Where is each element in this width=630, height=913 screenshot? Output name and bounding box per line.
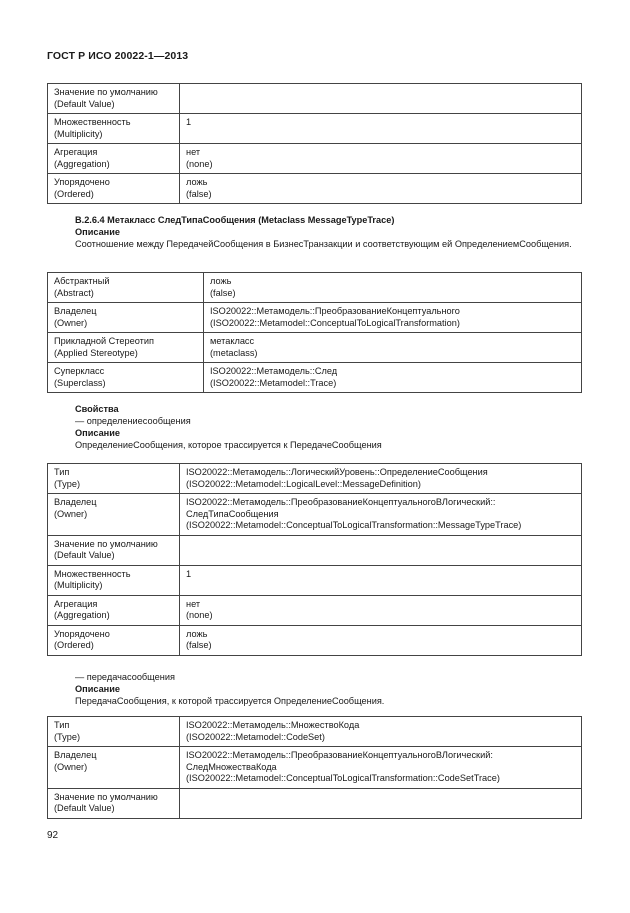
value-line: нет [186,598,201,609]
label-line: (Superclass) [54,377,106,388]
label-line: (Owner) [54,761,88,772]
label-line: (Multiplicity) [54,580,103,590]
description-title: Описание [75,227,120,237]
value-line: ISO20022::Метамодель::МножествоКода [186,720,360,730]
label-line: (Aggregation) [54,158,110,169]
label-line: (Type) [54,478,81,489]
row-label-cell [48,333,204,363]
value-line: (none) [186,610,213,620]
row-value-cell [180,464,582,494]
value-line: (false) [186,188,212,199]
row-value-cell [180,144,582,174]
value-line: ISO20022::Метамодель::След [210,366,338,376]
row-label-cell [48,494,180,536]
label-line: Упорядочено [54,177,110,187]
table-body [48,84,582,204]
table-row [48,565,582,595]
row-label-cell [48,717,180,747]
value-line: СледТипаСообщения [186,508,279,519]
value-line: (ISO20022::Metamodel::ConceptualToLogicalTransformation::CodeSetTrace) [186,773,500,783]
label-line: Прикладной Стереотип [54,336,154,346]
row-label-cell [48,303,204,333]
row-value-cell [180,535,582,565]
label-line: Значение по умолчанию [54,87,158,97]
table-row [48,595,582,625]
label-line: Упорядочено [54,628,110,639]
value-line: 1 [186,117,192,127]
row-label-cell [48,595,180,625]
table-row [48,114,582,144]
row-value-cell [180,565,582,595]
value-line: СледМножестваКода [186,761,277,772]
row-value-cell [180,114,582,144]
row-label-cell [48,747,180,789]
table-row [48,174,582,204]
row-label-cell [48,535,180,565]
label-line: (Owner) [54,508,88,519]
table-row [48,303,582,333]
label-line: (Owner) [54,317,88,328]
table-row [48,625,582,655]
table-row [48,84,582,114]
label-line: Владелец [54,497,97,507]
attributes-table-2 [47,272,582,393]
label-line: (Default Value) [54,803,115,813]
value-line: (false) [210,287,236,298]
label-line: Тип [54,467,70,477]
label-line: (Default Value) [54,98,115,109]
property-item: — определениесообщения [75,416,191,426]
property-item: — передачасообщения [75,672,175,682]
description-text: Соотношение между ПередачейСообщения в БизнесТранзакции и соответствующим ей ОпределениемСообщения. [75,239,572,249]
row-value-cell [204,333,582,363]
value-line: (false) [186,640,212,650]
label-line: Множественность [54,117,131,127]
property-description-title: Описание [75,684,120,694]
row-value-cell [180,174,582,204]
value-line: метакласс [210,336,255,346]
label-line: Владелец [54,750,97,760]
label-line: Владелец [54,306,97,316]
row-value-cell [180,625,582,655]
table-row [48,717,582,747]
attributes-table-3 [47,463,582,656]
value-line: ISO20022::Метамодель::ПреобразованиеКонцептуальногоВЛогический: [186,750,493,760]
label-line: Множественность [54,568,131,579]
row-value-cell [204,363,582,393]
label-line: (Default Value) [54,550,115,560]
value-line: ложь [186,628,208,639]
label-line: Значение по умолчанию [54,538,158,549]
row-label-cell [48,565,180,595]
label-line: (Ordered) [54,640,94,650]
row-label-cell [48,363,204,393]
value-line: (ISO20022::Metamodel::Trace) [210,377,337,388]
value-line: ложь [210,276,232,286]
row-label-cell [48,625,180,655]
row-value-cell [180,717,582,747]
row-label-cell [48,144,180,174]
row-label-cell [48,114,180,144]
value-line: ложь [186,177,208,187]
value-line: ISO20022::Метамодель::ПреобразованиеКонцептуального [210,306,460,316]
table-body [48,273,582,393]
table-row [48,363,582,393]
value-line: (none) [186,158,213,169]
property-description-title: Описание [75,428,120,438]
page-number: 92 [47,830,59,841]
row-value-cell [180,788,582,818]
row-label-cell [48,464,180,494]
label-line: (Abstract) [54,287,94,298]
label-line: (Type) [54,731,81,742]
table-row [48,494,582,536]
value-line: 1 [186,568,192,579]
label-line: Агрегация [54,147,98,157]
value-line: (ISO20022::Metamodel::ConceptualToLogicalTransformation::MessageTypeTrace) [186,520,522,530]
table-row [48,747,582,789]
label-line: (Applied Stereotype) [54,347,138,358]
document-header: ГОСТ Р ИСО 20022-1—2013 [47,50,189,62]
label-line: (Aggregation) [54,610,110,620]
label-line: Агрегация [54,598,98,609]
label-line: Абстрактный [54,276,110,286]
row-label-cell [48,174,180,204]
row-label-cell [48,788,180,818]
table-row [48,535,582,565]
section-heading: B.2.6.4 Метакласс СледТипаСообщения (Metaclass MessageTypeTrace) [75,215,395,225]
table-row [48,464,582,494]
label-line: (Multiplicity) [54,128,103,139]
properties-title: Свойства [75,404,119,414]
value-line: ISO20022::Метамодель::ПреобразованиеКонцептуальногоВЛогический:: [186,497,496,507]
row-label-cell [48,84,180,114]
table-row [48,333,582,363]
table-body [48,717,582,819]
table-body [48,464,582,656]
label-line: Тип [54,720,70,730]
row-value-cell [180,84,582,114]
row-value-cell [180,747,582,789]
table-row [48,788,582,818]
value-line: нет [186,147,201,157]
table-row [48,144,582,174]
value-line: ISO20022::Метамодель::ЛогическийУровень::ОпределениеСообщения [186,467,488,477]
attributes-table-1 [47,83,582,204]
attributes-table-4 [47,716,582,819]
label-line: (Ordered) [54,188,94,199]
property-description-text: ОпределениеСообщения, которое трассируется к ПередачеСообщения [75,440,382,450]
row-value-cell [204,303,582,333]
value-line: (metaclass) [210,347,258,358]
value-line: (ISO20022::Metamodel::LogicalLevel::MessageDefinition) [186,478,421,489]
label-line: Суперкласс [54,366,105,376]
table-row [48,273,582,303]
row-value-cell [204,273,582,303]
row-value-cell [180,595,582,625]
row-label-cell [48,273,204,303]
property-description-text: ПередачаСообщения, к которой трассируется ОпределениеСообщения. [75,696,385,706]
row-value-cell [180,494,582,536]
label-line: Значение по умолчанию [54,791,158,802]
value-line: (ISO20022::Metamodel::ConceptualToLogicalTransformation) [210,317,460,328]
value-line: (ISO20022::Metamodel::CodeSet) [186,731,325,742]
